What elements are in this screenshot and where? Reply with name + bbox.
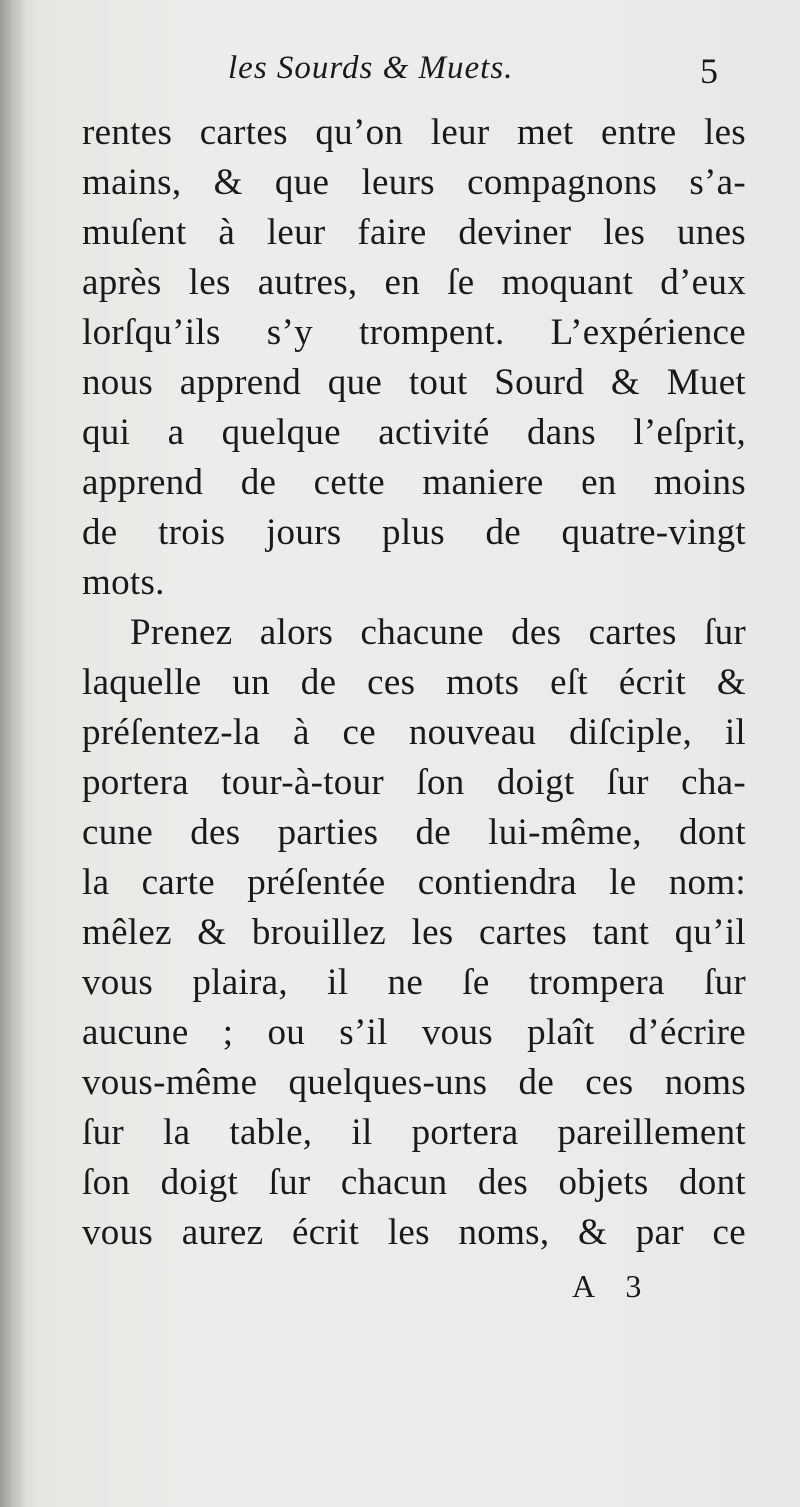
text-line: vous aurez écrit les noms, & par ce — [82, 1212, 746, 1253]
paragraph-end-line: mots. — [82, 562, 165, 603]
signature-mark: A 3 — [572, 1268, 654, 1304]
text-line: ſon doigt ſur chacun des objets dont — [82, 1162, 746, 1203]
text-line: de trois jours plus de quatre-vingt — [82, 512, 746, 553]
text-line: muſent à leur faire deviner les unes — [82, 212, 746, 253]
text-line: apprend de cette maniere en moins — [82, 462, 746, 503]
text-line: laquelle un de ces mots eſt écrit & — [82, 662, 746, 703]
text-line: cune des parties de lui-même, dont — [82, 812, 746, 853]
text-line: portera tour-à-tour ſon doigt ſur cha- — [82, 762, 746, 803]
text-line: mêlez & brouillez les cartes tant qu’il — [82, 912, 746, 953]
body-text — [82, 108, 746, 1258]
running-title: les Sourds & Muets. — [228, 50, 514, 86]
text-line: aucune ; ou s’il vous plaît d’écrire — [82, 1012, 746, 1053]
text-line: rentes cartes qu’on leur met entre les — [82, 112, 746, 153]
page-number: 5 — [700, 51, 718, 91]
text-line: lorſqu’ils s’y trompent. L’expérience — [82, 312, 746, 353]
text-line: la carte préſentée contiendra le nom: — [82, 862, 746, 903]
text-line: vous plaira, il ne ſe trompera ſur — [82, 962, 746, 1003]
text-line: ſur la table, il portera pareillement — [82, 1112, 746, 1153]
text-line: mains, & que leurs compagnons s’a- — [82, 162, 746, 203]
paragraph-start-line: Prenez alors chacune des cartes ſur — [130, 612, 746, 653]
text-line: après les autres, en ſe moquant d’eux — [82, 262, 746, 303]
text-line: qui a quelque activité dans l’eſprit, — [82, 412, 746, 453]
text-line: vous-même quelques-uns de ces noms — [82, 1062, 746, 1103]
page-gutter-shadow — [0, 0, 26, 1507]
text-line: préſentez-la à ce nouveau diſciple, il — [82, 712, 746, 753]
text-line: nous apprend que tout Sourd & Muet — [82, 362, 746, 403]
